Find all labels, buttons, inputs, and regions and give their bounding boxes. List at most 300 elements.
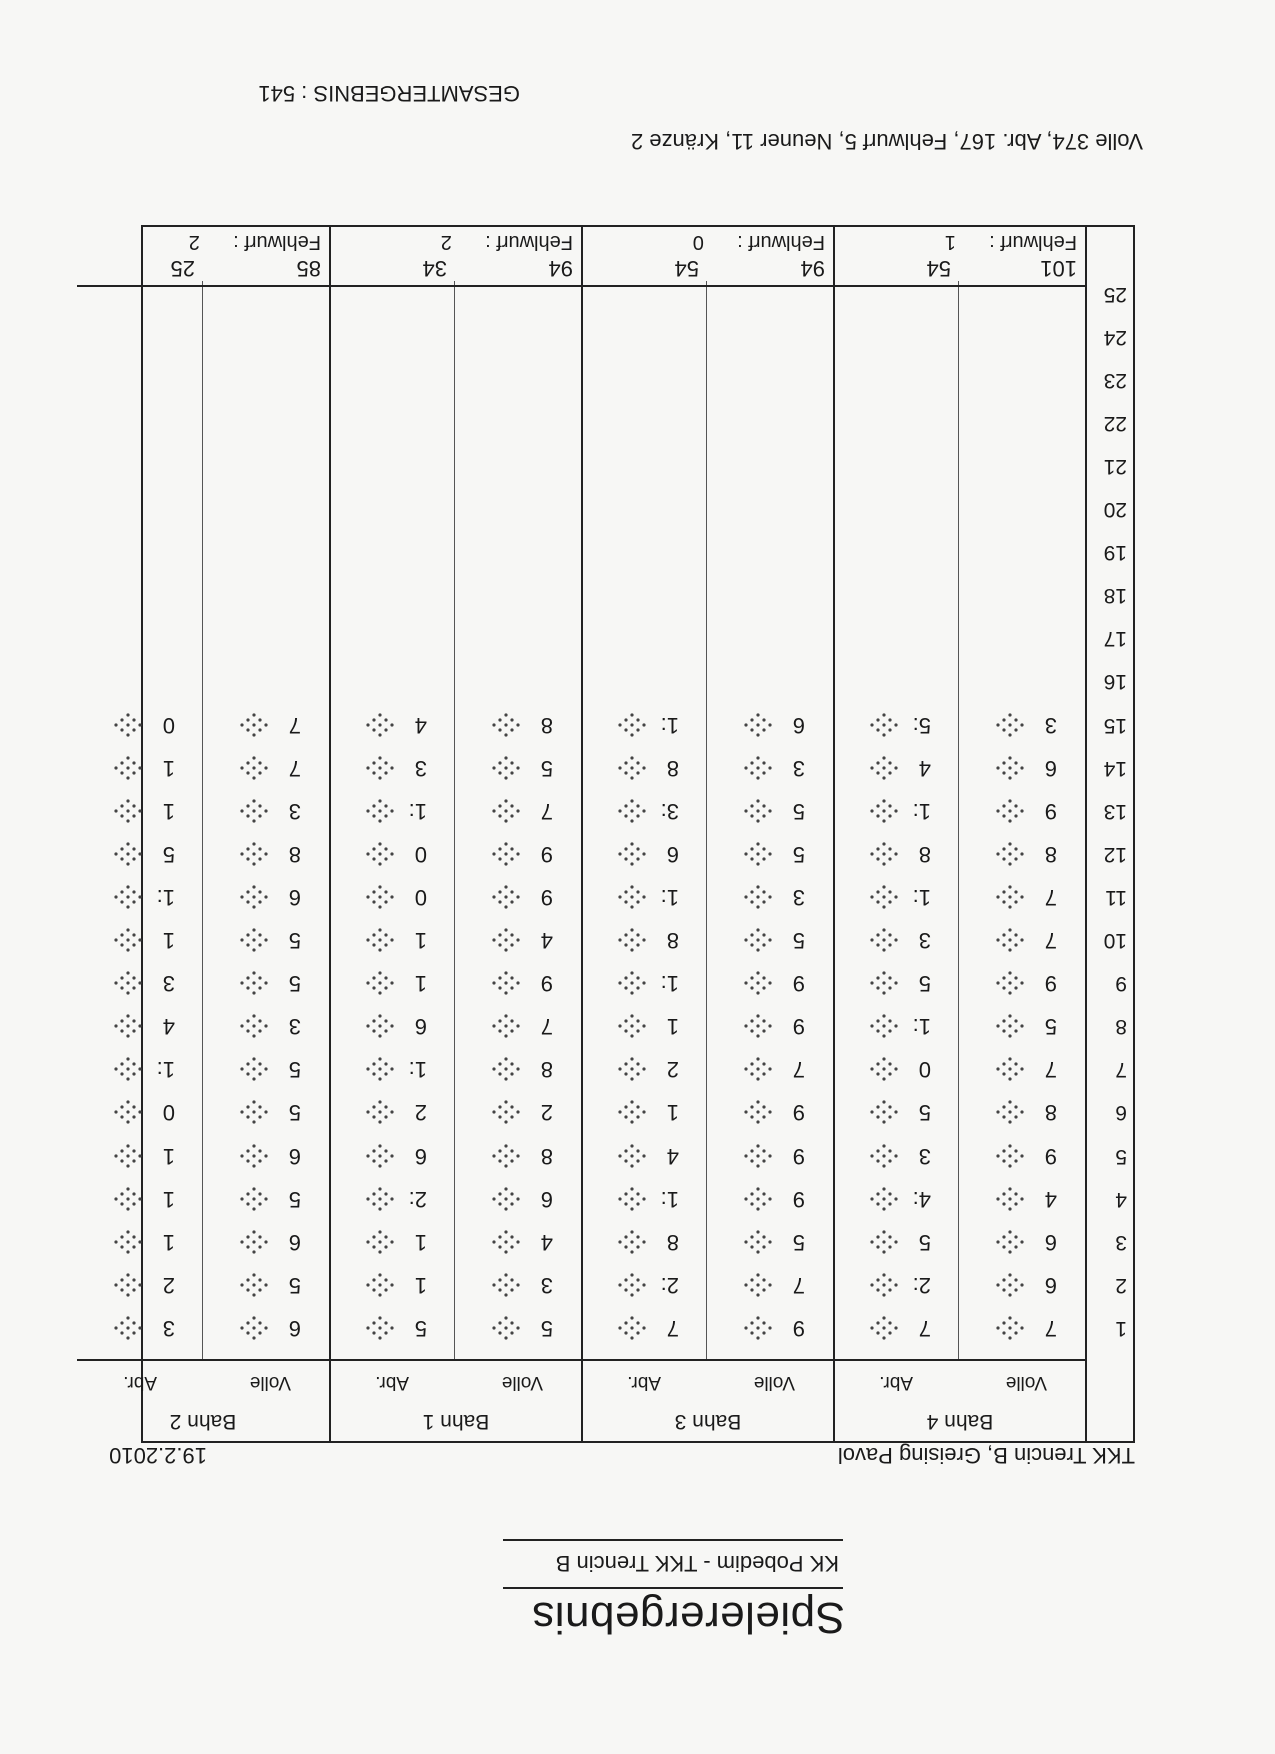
bahn-column (833, 227, 1085, 1441)
pin-diagram-icon (111, 1013, 145, 1039)
pin-diagram-icon (363, 1272, 397, 1298)
bahn-column (329, 227, 581, 1441)
volle-value: 6 (288, 1229, 301, 1255)
pin-diagram-icon (615, 884, 649, 910)
row-number: 5 (1115, 1144, 1127, 1168)
pin-diagram-icon (615, 1315, 649, 1341)
bahn-column (581, 227, 833, 1441)
row-number: 15 (1103, 713, 1127, 737)
pin-diagram-icon (741, 1186, 775, 1212)
abr-value: 1 (162, 755, 175, 781)
pin-diagram-icon (111, 927, 145, 953)
volle-value: 5 (792, 1229, 805, 1255)
pin-diagram-icon (867, 841, 901, 867)
volle-value: 9 (540, 885, 553, 910)
bahn-footer (835, 227, 1085, 287)
volle-value: 9 (792, 971, 805, 997)
volle-value: 2 (540, 1100, 553, 1126)
pin-diagram-icon (615, 970, 649, 996)
pin-diagram-icon (363, 1143, 397, 1169)
sum-volle: 94 (800, 256, 825, 281)
volle-value: 7 (1044, 1316, 1057, 1341)
abr-value: 8 (666, 755, 679, 781)
abr-value: 6 (414, 1143, 427, 1169)
abr-value: 0 (918, 1057, 931, 1083)
bahn-footer (583, 227, 833, 287)
volle-value: 5 (792, 841, 805, 867)
pin-diagram-icon (993, 884, 1027, 910)
bahn-name: Bahn 3 (674, 1410, 742, 1433)
abr-value: 2: (912, 1272, 931, 1298)
pin-diagram-icon (363, 712, 397, 738)
pin-diagram-icon (111, 1143, 145, 1169)
volle-value: 8 (288, 841, 301, 867)
pin-diagram-icon (489, 1315, 523, 1341)
pin-diagram-icon (363, 1056, 397, 1082)
abr-header: Abr. (627, 1372, 661, 1393)
volle-value: 3 (792, 885, 805, 910)
abr-value: 0 (414, 885, 427, 910)
pin-diagram-icon (615, 841, 649, 867)
sum-volle: 94 (548, 256, 573, 281)
volle-value: 4 (540, 1229, 553, 1255)
abr-value: 8 (666, 1229, 679, 1255)
row-number: 23 (1103, 368, 1127, 392)
abr-value: 7 (666, 1316, 679, 1341)
row-number: 3 (1115, 1230, 1127, 1254)
volle-value: 7 (792, 1272, 805, 1298)
pin-diagram-icon (111, 1229, 145, 1255)
pin-diagram-icon (615, 1229, 649, 1255)
abr-value: 2 (162, 1272, 175, 1298)
row-number: 13 (1103, 799, 1127, 823)
pin-diagram-icon (237, 755, 271, 781)
abr-value: 1 (162, 928, 175, 954)
pin-diagram-icon (867, 884, 901, 910)
row-number: 2 (1115, 1273, 1127, 1297)
column-divider (958, 281, 959, 1359)
abr-value: 0 (162, 712, 175, 738)
pin-diagram-icon (363, 1229, 397, 1255)
volle-value: 5 (792, 798, 805, 824)
abr-value: 3 (918, 928, 931, 954)
pin-diagram-icon (741, 1013, 775, 1039)
bahn-header (835, 1359, 1085, 1441)
pin-diagram-icon (615, 712, 649, 738)
abr-value: 1 (162, 1229, 175, 1255)
abr-value: 6 (414, 1014, 427, 1040)
column-divider (202, 281, 203, 1359)
abr-value: 1: (408, 798, 427, 824)
volle-value: 6 (288, 1316, 301, 1341)
title-rule-top (503, 1587, 843, 1589)
pin-diagram-icon (867, 927, 901, 953)
pin-diagram-icon (237, 841, 271, 867)
volle-header: Volle (753, 1372, 795, 1393)
pin-diagram-icon (741, 927, 775, 953)
row-number: 16 (1103, 670, 1127, 694)
pin-diagram-icon (489, 712, 523, 738)
volle-value: 9 (540, 971, 553, 997)
pin-diagram-icon (615, 1100, 649, 1126)
pin-diagram-icon (363, 884, 397, 910)
volle-value: 7 (792, 1057, 805, 1083)
row-number: 18 (1103, 584, 1127, 608)
pin-diagram-icon (363, 798, 397, 824)
volle-value: 5 (1044, 1014, 1057, 1040)
volle-value: 7 (1044, 885, 1057, 910)
abr-value: 5 (162, 841, 175, 867)
pin-diagram-icon (111, 884, 145, 910)
bahn-footer (331, 227, 581, 287)
bahn-column (77, 227, 329, 1441)
volle-value: 3 (288, 798, 301, 824)
volle-value: 6 (1044, 1229, 1057, 1255)
page-title: Spielerergebnis (531, 1593, 845, 1642)
abr-value: 0 (414, 841, 427, 867)
pin-diagram-icon (993, 1056, 1027, 1082)
fehlwurf-count: Fehlwurf : 2 (440, 231, 573, 253)
abr-value: 4 (414, 712, 427, 738)
pin-diagram-icon (489, 798, 523, 824)
volle-value: 9 (792, 1143, 805, 1169)
row-number: 21 (1103, 455, 1127, 478)
abr-header: Abr. (123, 1372, 157, 1393)
pin-diagram-icon (489, 927, 523, 953)
match-name: KK Pobedim - TKK Trencin B (555, 1551, 839, 1576)
abr-value: 1: (660, 885, 679, 910)
total-result: GESAMTERGEBNIS : 541 (258, 81, 520, 106)
pin-diagram-icon (363, 841, 397, 867)
pin-diagram-icon (489, 1229, 523, 1255)
row-number: 25 (1103, 282, 1127, 306)
pin-diagram-icon (993, 1272, 1027, 1298)
pin-diagram-icon (363, 755, 397, 781)
pin-diagram-icon (489, 1100, 523, 1126)
row-number: 6 (1115, 1101, 1127, 1125)
fehlwurf-count: Fehlwurf : 1 (944, 231, 1077, 253)
pin-diagram-icon (741, 798, 775, 824)
volle-value: 4 (1044, 1186, 1057, 1212)
volle-value: 5 (288, 971, 301, 997)
pin-diagram-icon (237, 927, 271, 953)
pin-diagram-icon (489, 970, 523, 996)
volle-value: 6 (288, 885, 301, 910)
pin-diagram-icon (993, 841, 1027, 867)
abr-value: 1 (414, 928, 427, 954)
abr-value: 1: (660, 1186, 679, 1212)
volle-value: 5 (540, 1316, 553, 1341)
pin-diagram-icon (237, 798, 271, 824)
abr-value: 5 (918, 971, 931, 997)
abr-value: 0 (162, 1100, 175, 1126)
pin-diagram-icon (867, 712, 901, 738)
abr-header: Abr. (879, 1372, 913, 1393)
pin-diagram-icon (867, 1056, 901, 1082)
match-date: 19.2.2010 (109, 1443, 207, 1468)
pin-diagram-icon (363, 1100, 397, 1126)
summary-line: Volle 374, Abr. 167, Fehlwurf 5, Neuner 11, Kränze 2 (630, 129, 1143, 154)
row-number: 4 (1115, 1187, 1127, 1211)
pin-diagram-icon (111, 712, 145, 738)
bahn-footer (77, 227, 329, 287)
pin-diagram-icon (615, 1186, 649, 1212)
pin-diagram-icon (741, 1315, 775, 1341)
pin-diagram-icon (615, 1056, 649, 1082)
abr-value: 1: (156, 885, 175, 910)
volle-value: 6 (540, 1186, 553, 1212)
pin-diagram-icon (615, 1143, 649, 1169)
bahn-header (77, 1359, 329, 1441)
sum-volle: 85 (296, 256, 321, 281)
volle-value: 7 (1044, 928, 1057, 954)
pin-diagram-icon (237, 884, 271, 910)
abr-value: 1 (414, 1272, 427, 1298)
pin-diagram-icon (111, 1272, 145, 1298)
volle-value: 8 (540, 712, 553, 738)
abr-value: 7 (918, 1316, 931, 1341)
abr-value: 1: (660, 712, 679, 738)
pin-diagram-icon (741, 1272, 775, 1298)
row-number: 9 (1115, 972, 1127, 996)
fehlwurf-count: Fehlwurf : 0 (692, 231, 825, 253)
pin-diagram-icon (993, 1013, 1027, 1039)
volle-value: 8 (540, 1057, 553, 1083)
abr-value: 5: (912, 712, 931, 738)
pin-diagram-icon (615, 798, 649, 824)
abr-header: Abr. (375, 1372, 409, 1393)
row-number: 20 (1103, 498, 1127, 522)
pin-diagram-icon (993, 927, 1027, 953)
fehlwurf-count: Fehlwurf : 2 (188, 231, 321, 253)
pin-diagram-icon (867, 970, 901, 996)
pin-diagram-icon (363, 1186, 397, 1212)
abr-value: 3 (162, 1316, 175, 1341)
pin-diagram-icon (741, 1229, 775, 1255)
pin-diagram-icon (741, 755, 775, 781)
pin-diagram-icon (237, 1013, 271, 1039)
pin-diagram-icon (363, 1315, 397, 1341)
pin-diagram-icon (237, 970, 271, 996)
bahn-name: Bahn 4 (926, 1410, 994, 1433)
pin-diagram-icon (237, 1315, 271, 1341)
pin-diagram-icon (867, 798, 901, 824)
pin-diagram-icon (111, 798, 145, 824)
pin-diagram-icon (489, 1056, 523, 1082)
pin-diagram-icon (237, 712, 271, 738)
sum-volle: 101 (1040, 256, 1077, 281)
score-table (123, 225, 1135, 1443)
pin-diagram-icon (993, 1186, 1027, 1212)
pin-diagram-icon (615, 1013, 649, 1039)
pin-diagram-icon (615, 755, 649, 781)
volle-value: 5 (792, 928, 805, 954)
pin-diagram-icon (489, 841, 523, 867)
pin-diagram-icon (741, 1100, 775, 1126)
volle-value: 9 (1044, 798, 1057, 824)
volle-value: 6 (1044, 755, 1057, 781)
volle-value: 9 (792, 1186, 805, 1212)
volle-value: 3 (288, 1014, 301, 1040)
pin-diagram-icon (867, 1013, 901, 1039)
pin-diagram-icon (993, 1315, 1027, 1341)
row-number: 1 (1115, 1317, 1127, 1340)
pin-diagram-icon (237, 1056, 271, 1082)
pin-diagram-icon (993, 1229, 1027, 1255)
pin-diagram-icon (363, 1013, 397, 1039)
pin-diagram-icon (741, 1056, 775, 1082)
abr-value: 5 (918, 1100, 931, 1126)
volle-value: 9 (1044, 1143, 1057, 1169)
pin-diagram-icon (615, 1272, 649, 1298)
volle-value: 3 (540, 1272, 553, 1298)
abr-value: 4 (666, 1143, 679, 1169)
abr-value: 1: (660, 971, 679, 997)
pin-diagram-icon (237, 1272, 271, 1298)
pin-diagram-icon (489, 1186, 523, 1212)
row-number: 17 (1103, 627, 1127, 651)
sum-abr: 34 (422, 256, 447, 281)
pin-diagram-icon (363, 927, 397, 953)
abr-value: 2: (408, 1186, 427, 1212)
pin-diagram-icon (489, 1143, 523, 1169)
abr-value: 1: (912, 885, 931, 910)
abr-value: 4 (162, 1014, 175, 1040)
pin-diagram-icon (363, 970, 397, 996)
sum-abr: 54 (674, 256, 699, 281)
pin-diagram-icon (741, 712, 775, 738)
abr-value: 4: (912, 1186, 931, 1212)
abr-value: 1 (162, 1186, 175, 1212)
abr-value: 1 (162, 1143, 175, 1169)
pin-diagram-icon (993, 755, 1027, 781)
volle-value: 8 (1044, 1100, 1057, 1126)
volle-value: 5 (288, 1057, 301, 1083)
pin-diagram-icon (237, 1229, 271, 1255)
row-number: 10 (1103, 929, 1127, 953)
abr-value: 4 (918, 755, 931, 781)
pin-diagram-icon (867, 1100, 901, 1126)
row-number: 7 (1115, 1058, 1127, 1082)
pin-diagram-icon (111, 841, 145, 867)
volle-value: 5 (540, 755, 553, 781)
pin-diagram-icon (741, 884, 775, 910)
abr-value: 1: (912, 1014, 931, 1040)
row-number: 14 (1103, 756, 1127, 780)
volle-value: 3 (1044, 712, 1057, 738)
volle-value: 6 (792, 712, 805, 738)
player-name: TKK Trencin B, Greising Pavol (837, 1443, 1135, 1468)
row-number: 8 (1115, 1015, 1127, 1039)
pin-diagram-icon (111, 1186, 145, 1212)
column-divider (706, 281, 707, 1359)
volle-value: 9 (1044, 971, 1057, 997)
abr-value: 5 (414, 1316, 427, 1341)
volle-value: 5 (288, 1272, 301, 1298)
pin-diagram-icon (993, 1100, 1027, 1126)
pin-diagram-icon (993, 712, 1027, 738)
volle-header: Volle (249, 1372, 291, 1393)
pin-diagram-icon (489, 1013, 523, 1039)
volle-value: 9 (540, 841, 553, 867)
row-number: 11 (1105, 886, 1127, 909)
abr-value: 2: (660, 1272, 679, 1298)
pin-diagram-icon (489, 884, 523, 910)
pin-diagram-icon (489, 1272, 523, 1298)
pin-diagram-icon (867, 1186, 901, 1212)
pin-diagram-icon (993, 1143, 1027, 1169)
volle-value: 7 (1044, 1057, 1057, 1083)
pin-diagram-icon (741, 970, 775, 996)
volle-header: Volle (1005, 1372, 1047, 1393)
volle-value: 3 (792, 755, 805, 781)
row-number: 19 (1103, 541, 1127, 565)
abr-value: 1 (414, 971, 427, 997)
pin-diagram-icon (741, 1143, 775, 1169)
bahn-header (331, 1359, 581, 1441)
pin-diagram-icon (237, 1143, 271, 1169)
volle-value: 8 (540, 1143, 553, 1169)
abr-value: 3 (918, 1143, 931, 1169)
abr-value: 1 (162, 798, 175, 824)
volle-value: 9 (792, 1316, 805, 1341)
abr-value: 8 (918, 841, 931, 867)
pin-diagram-icon (993, 798, 1027, 824)
volle-value: 7 (288, 712, 301, 738)
pin-diagram-icon (867, 755, 901, 781)
volle-value: 9 (792, 1014, 805, 1040)
abr-value: 3 (414, 755, 427, 781)
row-number: 12 (1103, 842, 1127, 866)
pin-diagram-icon (867, 1143, 901, 1169)
pin-diagram-icon (237, 1186, 271, 1212)
volle-value: 7 (540, 1014, 553, 1040)
volle-header: Volle (501, 1372, 543, 1393)
volle-value: 5 (288, 928, 301, 954)
pin-diagram-icon (741, 841, 775, 867)
volle-value: 9 (792, 1100, 805, 1126)
pin-diagram-icon (867, 1315, 901, 1341)
abr-value: 1 (666, 1100, 679, 1126)
abr-value: 1 (414, 1229, 427, 1255)
volle-value: 4 (540, 928, 553, 954)
bahn-header (583, 1359, 833, 1441)
pin-diagram-icon (111, 1056, 145, 1082)
bahn-name: Bahn 2 (169, 1410, 237, 1433)
abr-value: 5 (918, 1229, 931, 1255)
sum-abr: 25 (170, 256, 195, 281)
volle-value: 7 (288, 755, 301, 781)
abr-value: 6 (666, 841, 679, 867)
sum-abr: 54 (926, 256, 951, 281)
pin-diagram-icon (111, 755, 145, 781)
abr-value: 1: (156, 1057, 175, 1083)
abr-value: 3 (162, 971, 175, 997)
volle-value: 6 (288, 1143, 301, 1169)
volle-value: 5 (288, 1186, 301, 1212)
volle-value: 7 (540, 798, 553, 824)
pin-diagram-icon (615, 927, 649, 953)
abr-value: 1 (666, 1014, 679, 1040)
abr-value: 3: (660, 798, 679, 824)
pin-diagram-icon (237, 1100, 271, 1126)
pin-diagram-icon (111, 970, 145, 996)
abr-value: 8 (666, 928, 679, 954)
abr-value: 2 (666, 1057, 679, 1083)
title-rule-bottom (503, 1539, 843, 1541)
abr-value: 2 (414, 1100, 427, 1126)
pin-diagram-icon (867, 1272, 901, 1298)
